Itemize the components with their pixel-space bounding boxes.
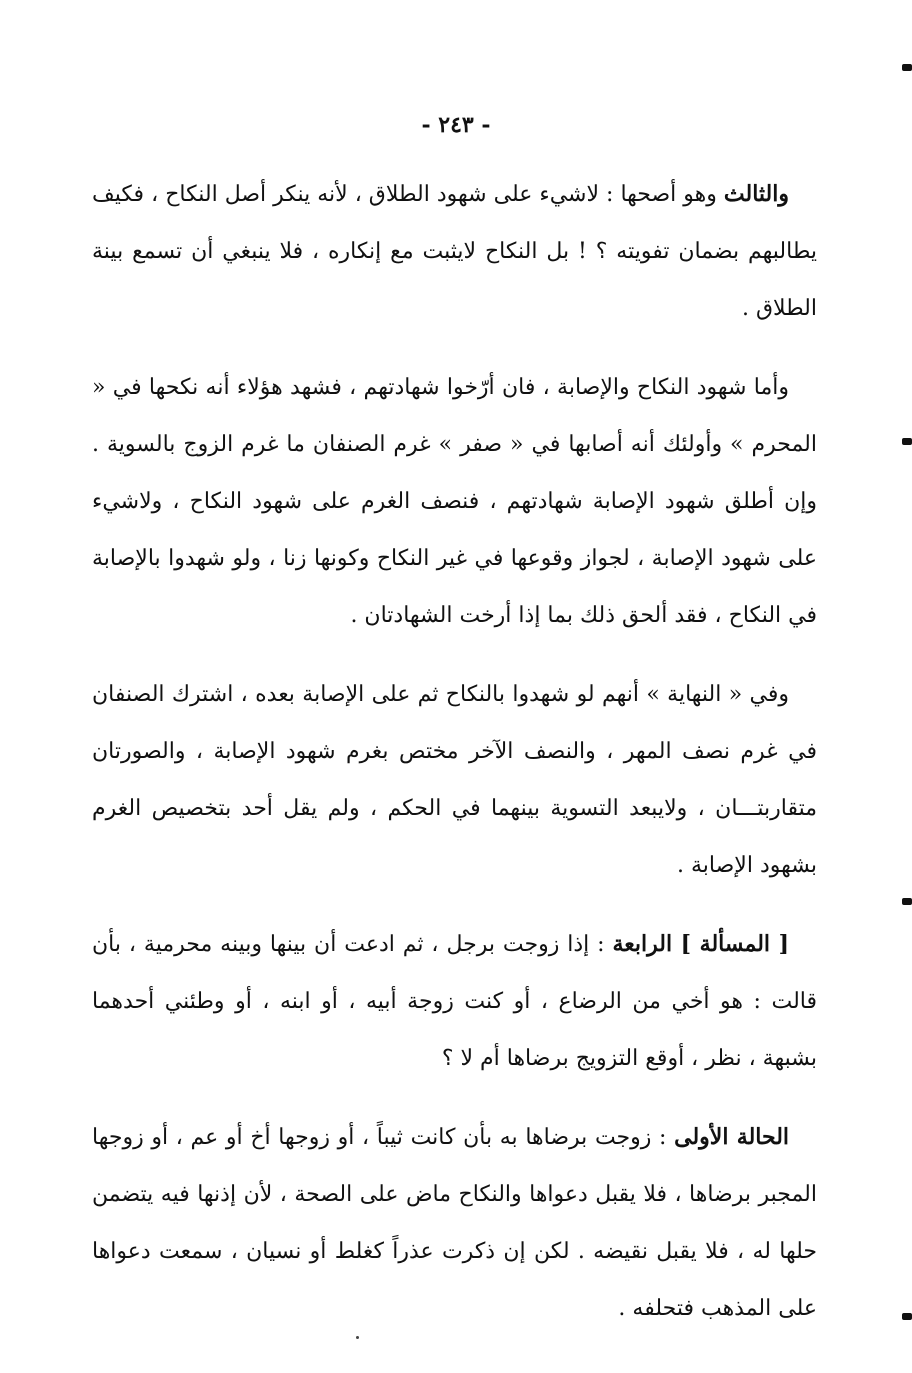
paragraph-text: وفي « النهاية » أنهم لو شهدوا بالنكاح ثم على الإصابة بعده ، اشترك الصنفان في غرم نصف المهر ، والنصف الآخر مختص بغرم شهود الإصابة ، والصورتان متقاربتـــان ، ولايبعد التسوية بينهما في الحكم ، ولم يقل أحد بتخصيص الغرم بشهود الإصابة . bbox=[92, 682, 817, 878]
paragraph-text: وهو أصحها : لاشيء على شهود الطلاق ، لأنه ينكر أصل النكاح ، فكيف يطالبهم بضمان تفويته ؟ ! بل النكاح لايثبت مع إنكاره ، فلا ينبغي أن تسمع بينة الطلاق . bbox=[92, 182, 817, 321]
paragraph-lead: الحالة الأولى bbox=[674, 1124, 790, 1150]
paragraph-lead: [ المسألة ] الرابعة bbox=[612, 931, 790, 957]
page-number: - ٢٤٣ - bbox=[421, 112, 491, 138]
paragraph-text: : زوجت برضاها به بأن كانت ثيباً ، أو زوجها أخ أو عم ، أو زوجها المجبر برضاها ، فلا يقبل دعواها والنكاح ماض على الصحة ، لأن إذنها فيه يتضمن حلها له ، فلا يقبل نقيضه . لكن إن ذكرت عذراً كغلط أو نسيان ، سمعت دعواها على المذهب فتحلفه . bbox=[92, 1125, 817, 1321]
scan-edge-mark bbox=[902, 1313, 912, 1320]
scan-edge-mark bbox=[902, 64, 912, 71]
scan-edge-mark bbox=[902, 438, 912, 445]
paragraph-nihaya bbox=[92, 666, 817, 894]
scan-dot bbox=[356, 1336, 359, 1339]
paragraph-text: وأما شهود النكاح والإصابة ، فان أرّخوا شهادتهم ، فشهد هؤلاء أنه نكحها في « المحرم » وأولئك أنه أصابها في « صفر » غرم الصنفان ما غرم الزوج بالسوية . وإن أطلق شهود الإصابة شهادتهم ، فنصف الغرم على شهود النكاح ، ولاشيء على شهود الإصابة ، لجواز وقوعها في غير النكاح وكونها زنا ، ولو شهدوا بالإصابة في النكاح ، فقد ألحق ذلك بما إذا أرخت الشهادتان . bbox=[92, 375, 817, 628]
paragraph-third-opinion bbox=[92, 166, 817, 337]
paragraph-fourth-issue bbox=[92, 916, 817, 1087]
scan-edge-mark bbox=[902, 898, 912, 905]
paragraph-text: : إذا زوجت برجل ، ثم ادعت أن بينها وبينه محرمية ، بأن قالت : هو أخي من الرضاع ، أو كنت زوجة أبيه ، أو ابنه ، أو وطئني أحدهما بشبهة ، نظر ، أوقع التزويج برضاها أم لا ؟ bbox=[92, 932, 817, 1071]
paragraph-marriage-witnesses bbox=[92, 359, 817, 644]
page-body bbox=[92, 166, 817, 1337]
paragraph-first-case bbox=[92, 1109, 817, 1337]
paragraph-lead: والثالث bbox=[723, 181, 789, 207]
